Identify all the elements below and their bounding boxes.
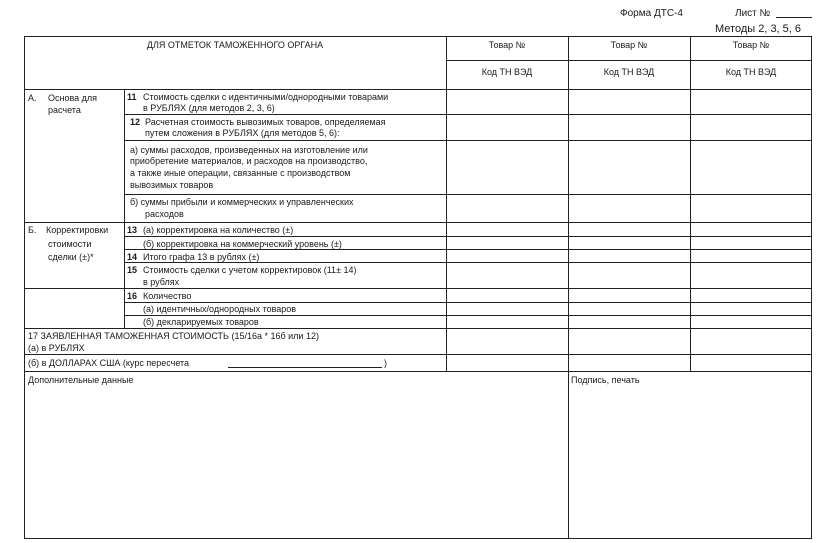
row-12a-line-2: приобретение материалов, и расходов на производство, [130, 156, 368, 166]
row-11-line-1: Стоимость сделки с идентичными/однородными товарами [143, 92, 389, 102]
row-11-number: 11 [127, 92, 137, 102]
section-a-title-1: Основа для [48, 93, 98, 103]
row-13a: (а) корректировка на количество (±) [143, 225, 294, 235]
row-12a-line-1: а) суммы расходов, произведенных на изготовление или [130, 145, 368, 155]
row-14: Итого графа 13 в рублях (±) [143, 252, 260, 262]
row-15-line-2: в рублях [143, 277, 180, 287]
row-16-title: Количество [143, 291, 192, 301]
row-12-line-1: Расчетная стоимость вывозимых товаров, определяемая [145, 117, 386, 127]
row-14-number: 14 [127, 252, 138, 262]
hs-code-3: Код ТН ВЭД [725, 67, 777, 77]
sheet-label: Лист № [735, 8, 771, 19]
row-12b-line-1: б) суммы прибыли и коммерческих и управленческих [130, 197, 354, 207]
section-b-title-3: сделки (±)* [48, 252, 94, 262]
row-13b: (б) корректировка на коммерческий уровень (±) [143, 239, 342, 249]
goods-number-3: Товар № [732, 40, 770, 50]
row-12-number: 12 [130, 117, 141, 127]
row-11-line-2: в РУБЛЯХ (для методов 2, 3, 6) [143, 103, 275, 113]
row-17b-close: ) [384, 358, 387, 368]
row-16-number: 16 [127, 291, 138, 301]
section-b-letter: Б. [28, 225, 37, 235]
hs-code-2: Код ТН ВЭД [603, 67, 655, 77]
row-15-number: 15 [127, 265, 138, 275]
section-b-title-2: стоимости [48, 239, 92, 249]
row-17a: (а) в РУБЛЯХ [28, 343, 85, 353]
row-15-line-1: Стоимость сделки с учетом корректировок (11± 14) [143, 265, 357, 275]
hs-code-1: Код ТН ВЭД [481, 67, 533, 77]
row-13-number: 13 [127, 225, 138, 235]
customs-marks-title: ДЛЯ ОТМЕТОК ТАМОЖЕННОГО ОРГАНА [146, 40, 324, 50]
exchange-rate-field[interactable] [228, 367, 382, 368]
row-12-line-2: путем сложения в РУБЛЯХ (для методов 5, 6): [145, 128, 340, 138]
row-17b: (б) в ДОЛЛАРАХ США (курс пересчета [28, 358, 190, 368]
goods-number-1: Товар № [488, 40, 526, 50]
additional-data-label: Дополнительные данные [28, 375, 134, 385]
row-16b: (б) декларируемых товаров [143, 317, 259, 327]
row-12a-line-3: а также иные операции, связанные с производством [130, 168, 351, 178]
section-a-letter: А. [28, 93, 37, 103]
signature-stamp-label: Подпись, печать [571, 375, 640, 385]
section-b-title-1: Корректировки [46, 225, 109, 235]
row-12b-line-2: расходов [145, 209, 184, 219]
goods-number-2: Товар № [610, 40, 648, 50]
row-12a-line-4: вывозимых товаров [130, 180, 214, 190]
methods-label: Методы 2, 3, 5, 6 [715, 23, 802, 35]
row-17-title: 17 ЗАЯВЛЕННАЯ ТАМОЖЕННАЯ СТОИМОСТЬ (15/16а * 16б или 12) [28, 331, 319, 341]
form-number: Форма ДТС-4 [620, 8, 683, 19]
row-16a: (а) идентичных/однородных товаров [143, 304, 297, 314]
section-a-title-2: расчета [48, 105, 81, 115]
